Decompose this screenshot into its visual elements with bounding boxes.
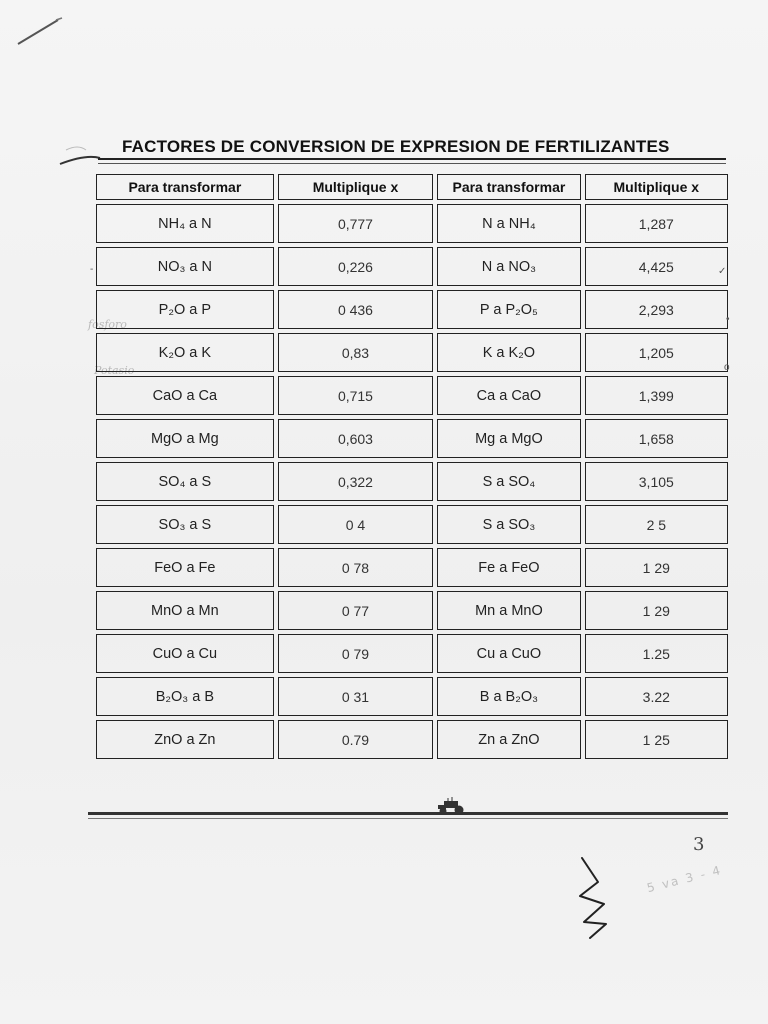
page-number: 3 [693,834,705,855]
table-header-row [96,174,728,200]
to-compound-cell: Ca a CaO [437,376,580,415]
from-compound-cell: MgO a Mg [96,419,274,458]
header-para-transformar-2: Para transformar [437,174,580,200]
inverse-factor-cell: 4,425 [585,247,728,286]
factor-cell: 0,777 [278,204,434,243]
margin-note-potassium: Potasio [94,364,135,377]
from-compound-cell: CuO a Cu [96,634,274,673]
inverse-factor-cell: 1 29 [585,548,728,587]
to-compound-cell: K a K₂O [437,333,580,372]
inverse-factor-cell: 2,293 [585,290,728,329]
table-bottom-rule [88,812,728,815]
table-row [96,634,728,673]
to-compound-cell: N a NO₃ [437,247,580,286]
table-row [96,677,728,716]
from-compound-cell: SO₃ a S [96,505,274,544]
title-rule [98,158,726,160]
table-row [96,376,728,415]
to-compound-cell: Zn a ZnO [437,720,580,759]
table-row [96,204,728,243]
factor-cell: 0,226 [278,247,434,286]
to-compound-cell: Fe a FeO [437,548,580,587]
factor-cell: 0 79 [278,634,434,673]
factor-cell: 0,322 [278,462,434,501]
table-row [96,290,728,329]
handwritten-signature [570,852,630,947]
table-row [96,591,728,630]
from-compound-cell: ZnO a Zn [96,720,274,759]
inverse-factor-cell: 1 29 [585,591,728,630]
inverse-factor-cell: 2 5 [585,505,728,544]
factor-cell: 0 31 [278,677,434,716]
from-compound-cell: NO₃ a N [96,247,274,286]
to-compound-cell: P a P₂O₅ [437,290,580,329]
table-row [96,720,728,759]
to-compound-cell: Mn a MnO [437,591,580,630]
inverse-factor-cell: 1,205 [585,333,728,372]
table-row [96,548,728,587]
factor-cell: 0,603 [278,419,434,458]
header-multiplique-2: Multiplique x [585,174,728,200]
conversion-table-wrapper [92,170,732,763]
to-compound-cell: N a NH₄ [437,204,580,243]
from-compound-cell: K₂O a K [96,333,274,372]
pencil-note: 5 va 3 - 4 [645,862,724,896]
table-row [96,247,728,286]
inverse-factor-cell: 1,399 [585,376,728,415]
table-row [96,419,728,458]
inverse-factor-cell: 3,105 [585,462,728,501]
stray-mark: ✓ [718,266,727,277]
margin-note-phosphorus: fosforo [88,318,127,331]
from-compound-cell: B₂O₃ a B [96,677,274,716]
factor-cell: 0.79 [278,720,434,759]
header-para-transformar-1: Para transformar [96,174,274,200]
conversion-table [92,170,732,763]
from-compound-cell: CaO a Ca [96,376,274,415]
stray-mark: o [724,362,730,373]
inverse-factor-cell: 1,658 [585,419,728,458]
factor-cell: 0,715 [278,376,434,415]
title-rule-thin [98,163,726,164]
inverse-factor-cell: 1.25 [585,634,728,673]
from-compound-cell: P₂O a P [96,290,274,329]
to-compound-cell: B a B₂O₃ [437,677,580,716]
factor-cell: 0 4 [278,505,434,544]
from-compound-cell: FeO a Fe [96,548,274,587]
from-compound-cell: NH₄ a N [96,204,274,243]
to-compound-cell: Cu a CuO [437,634,580,673]
table-row [96,333,728,372]
table-row [96,462,728,501]
to-compound-cell: S a SO₄ [437,462,580,501]
inverse-factor-cell: 3.22 [585,677,728,716]
table-row [96,505,728,544]
from-compound-cell: SO₄ a S [96,462,274,501]
table-bottom-rule-thin [88,818,728,819]
header-multiplique-1: Multiplique x [278,174,434,200]
tractor-logo-icon [434,796,470,816]
factor-cell: 0 436 [278,290,434,329]
inverse-factor-cell: 1 25 [585,720,728,759]
inverse-factor-cell: 1,287 [585,204,728,243]
document-title: FACTORES DE CONVERSION DE EXPRESION DE FERTILIZANTES [122,137,670,156]
to-compound-cell: Mg a MgO [437,419,580,458]
factor-cell: 0,83 [278,333,434,372]
factor-cell: 0 78 [278,548,434,587]
from-compound-cell: MnO a Mn [96,591,274,630]
stray-mark: • [726,314,730,325]
to-compound-cell: S a SO₃ [437,505,580,544]
stray-mark: - [90,264,94,275]
factor-cell: 0 77 [278,591,434,630]
pen-stroke-mark [10,14,70,54]
